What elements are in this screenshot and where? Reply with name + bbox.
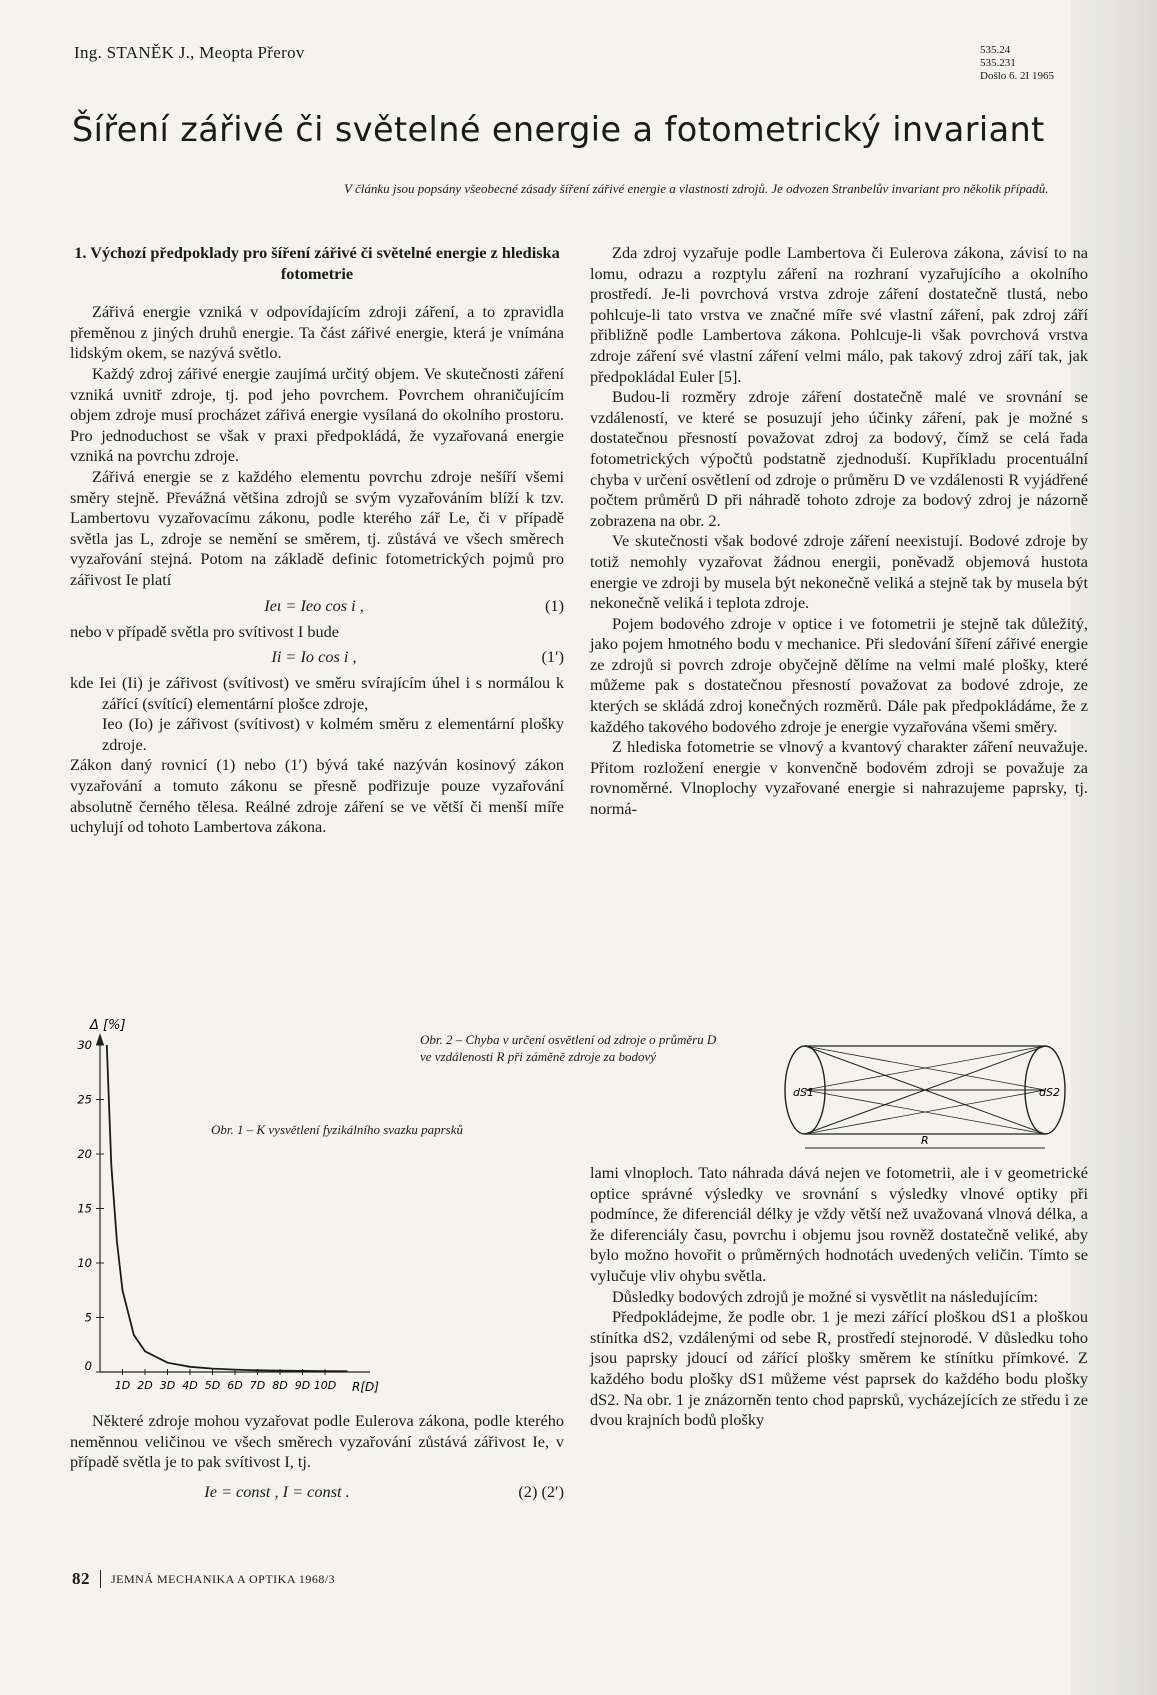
y-axis-arrow [96, 1033, 104, 1045]
left-column [70, 243, 564, 838]
udc-code-1: 535.24 [980, 44, 1011, 56]
paragraph: Některé zdroje mohou vyzařovat podle Eulerova zákona, podle kterého neměnnou veličinou ve všech směrech vyzařování zůstává zářivost Ie, v případě světla je to pak svítivost I, tj. [70, 1411, 564, 1472]
x-axis-label: R[D] [352, 1380, 379, 1394]
received-date: Došlo 6. 2I 1965 [980, 70, 1054, 82]
paragraph: Předpokládejme, že podle obr. 1 je mezi zářící ploškou dS1 a ploškou stínítka dS2, vzdálenými od sebe R, prostředí stejnorodé. V důsledku toho jsou paprsky jdoucí od zářící plošky směrem ke stínítku přímkové. Z každého bodu plošky dS1 můžeme vést paprsek do každého bodu plošky dS2. Na obr. 1 je znázorněn tento chod paprsků, vycházejících ze středu i ze dvou krajních bodů plošky [590, 1307, 1088, 1430]
section-heading: 1. Výchozí předpoklady pro šíření zářivé či světelné energie z hlediska fotometrie [74, 243, 560, 283]
author-line: Ing. STANĚK J., Meopta Přerov [74, 43, 305, 62]
equation-3-formula: Ie = const , I = const . [204, 1481, 350, 1501]
figure-2-caption: Obr. 2 – Chyba v určení osvětlení od zdroje o průměru D ve vzdálenosti R při záměně zdroje za bodový [420, 1032, 717, 1064]
journal-name: JEMNÁ MECHANIKA A OPTIKA 1968/3 [111, 1571, 336, 1586]
paragraph: nebo v případě světla pro svítivost I bude [70, 621, 340, 641]
x-tick-label: 8D [272, 1379, 288, 1392]
paragraph: lami vlnoploch. Tato náhrada dává nejen ve fotometrii, ale i v geometrické optice správné výsledky ve srovnání s výsledky vlnové optiky při podmínce, že diferenciál délky je vždy větší než uvažovaná vlnová délka, a že diferenciály času, povrchu i objemu jsou rovněž dostatečně veliké, aby bylo možno hovořit o průměrných hodnotách uvedených veličin. Tímto se vylučuje vliv ohybu světla. [590, 1163, 1088, 1285]
paragraph: Zářivá energie se z každého elementu povrchu zdroje nešíří všemi směry stejně. Převážná většina zdrojů se svým vyzařováním blíží k tzv. Lambertovu vyzařovacímu zákonu, podle kterého zář Le, či v případě světla jas L, zdroje se nemění se směrem, tj. zůstává ve všech směrech vyzařování stejná. Potom na základě definic fotometrických pojmů pro zářivost Ie platí [70, 466, 564, 589]
abstract: V článku jsou popsány všeobecné zásady šíření zářivé energie a vlastnosti zdrojů. Je odvozen Stranbelův invariant pro několik případů. [344, 181, 1049, 196]
paragraph: Zářivá energie vzniká v odpovídajícím zdroji záření, a to zpravidla přeměnou z jiných druhů energie. Ta část zářivé energie, která je vnímána lidským okem, se nazývá světlo. [70, 302, 564, 363]
footer-divider [100, 1570, 101, 1588]
label-r: R [921, 1134, 929, 1147]
equation-2-number: (1′) [541, 647, 564, 667]
x-tick-label: 5D [204, 1379, 221, 1392]
page-number: 82 [72, 1569, 90, 1588]
equation-3-number: (2) (2′) [518, 1481, 564, 1501]
y-tick-label: 10 [77, 1256, 92, 1270]
y-tick-label: 5 [84, 1310, 92, 1325]
paragraph: Pojem bodového zdroje v optice i ve fotometrii je stejně tak důležitý, jako pojem hmotného bodu v mechanice. Při sledování šíření zářivé energie ze zdrojů si povrch zdroje obyčejně dělíme na velmi malé plošky, které můžeme pak s dostatečnou přesností považovat za bodové zdroje, ze kterých se skládá zdroj konečných rozměrů. Dále pak předpokládáme, že z každého takového bodového zdroje je energie vyzařována všemi směry. [590, 613, 1088, 736]
y-tick-label: 30 [77, 1038, 92, 1052]
x-tick-label: 10D [313, 1379, 337, 1392]
right-column [590, 243, 1088, 820]
error-curve [107, 1045, 348, 1371]
page-footer [72, 1569, 335, 1589]
paragraph: Budou-li rozměry zdroje záření dostatečně malé ve srovnání se vzdáleností, ve které se posuzují jeho účinky záření, pak je možné s dostatečnou přesností považovat zdroj za bodový, čímž se celá řada fotometrických výpočtů podstatně zjednoduší. Kupříkladu procentuální chyba v určení osvětlení od zdroje o průměru D ve vzdálenosti R vyjádřené počtem průměrů D při náhradě tohoto zdroje za bodový zdroj je názorně zobrazena na obr. 2. [590, 387, 1088, 530]
label-ds1: dS1 [793, 1086, 814, 1099]
x-tick-label: 2D [137, 1379, 153, 1392]
label-ds2: dS2 [1039, 1086, 1060, 1099]
equation-2-formula: Ii = Io cos i , [271, 647, 357, 667]
figure-1-caption: Obr. 1 – K vysvětlení fyzikálního svazku paprsků [210, 1122, 463, 1137]
paragraph: Důsledky bodových zdrojů je možné si vysvětlit na následujícím: [612, 1286, 1038, 1306]
paragraph: Z hlediska fotometrie se vlnový a kvantový charakter záření neuvažuje. Přitom rozložení energie v konvenčně bodovém zdroji se považuje za rovnoměrné. Vlnoplochy vyzařované energie si nahrazujeme paprsky, tj. normá- [590, 737, 1088, 819]
x-tick-label: 3D [159, 1379, 176, 1392]
y-tick-label: 25 [77, 1092, 92, 1107]
equation-1-number: (1) [545, 595, 564, 615]
x-tick-label: 7D [249, 1379, 266, 1392]
paragraph: Zda zdroj vyzařuje podle Lambertova či Eulerova zákona, závisí to na lomu, odrazu a rozptylu záření na rozhraní vyzařujícího a okolního prostředí. Je-li povrchová vrstva zdroje záření dostatečně tlustá, nebo pohlcuje-li tato vrstva ve značné míře své vlastní záření, pak zdroj září přibližně podle Lambertova zákona. Pohlcuje-li však povrchová vrstva zdroje záření své vlastní záření velmi málo, pak takový zdroj září tak, jak předpokládal Euler [5]. [590, 243, 1088, 386]
x-tick-label: 9D [294, 1379, 311, 1392]
y-tick-label: 0 [84, 1359, 92, 1373]
udc-code-2: 535.231 [980, 57, 1016, 69]
equation-1-formula: Ieι = Ieo cos i , [264, 595, 364, 615]
udc-codes [980, 44, 1054, 83]
x-tick-label: 6D [227, 1379, 243, 1392]
y-axis-label: Δ [%] [90, 1018, 126, 1033]
definition: kde Iei (Ii) je zářivost (svítivost) ve směru svírajícím úhel i s normálou k zářící (svítící) elementární plošce zdroje, [70, 673, 564, 713]
definition: Ieo (Io) je zářivost (svítivost) v kolmém směru z elementární plošky zdroje. [102, 714, 564, 754]
figure-2-diagram [775, 1040, 1075, 1158]
article-title: Šíření zářivé či světelné energie a fotometrický invariant [72, 110, 1045, 149]
paragraph: Každý zdroj zářivé energie zaujímá určitý objem. Ve skutečnosti záření vzniká uvnitř zdroje, tj. pod jeho povrchem. Povrchem ohraničujícím objem zdroje musí procházet zářivá energie vysílaná do okolního prostoru. Pro jednoduchost se však v praxi předpokládá, že vyzařovaná energie vzniká na povrchu zdroje. [70, 363, 564, 466]
equation-2 [70, 642, 564, 673]
x-tick-label: 1D [114, 1379, 131, 1392]
x-tick-label: 4D [182, 1379, 198, 1392]
right-column-lower [590, 1163, 1088, 1431]
paragraph: Zákon daný rovnicí (1) nebo (1′) bývá také nazýván kosinový zákon vyzařování a tomuto zákonu se přesně podřizuje pouze vyzařování absolutně černého tělesa. Reálné zdroje záření se ve větší či menší míře uchylují od tohoto Lambertova zákona. [70, 755, 564, 837]
equation-3 [70, 1477, 564, 1508]
paragraph: Ve skutečnosti však bodové zdroje záření neexistují. Bodové zdroje by totiž nemohly vyzařovat žádnou energii, poněvadž objemová hustota energie ve zdroji by musela být nekonečně veliká a stejně tak by musela být nekonečně veliká i teplota zdroje. [590, 531, 1088, 613]
left-column-lower [70, 1411, 564, 1508]
figure-1-chart [60, 1015, 390, 1395]
equation-1 [70, 591, 564, 622]
y-tick-label: 15 [77, 1201, 92, 1216]
y-tick-label: 20 [77, 1147, 92, 1161]
